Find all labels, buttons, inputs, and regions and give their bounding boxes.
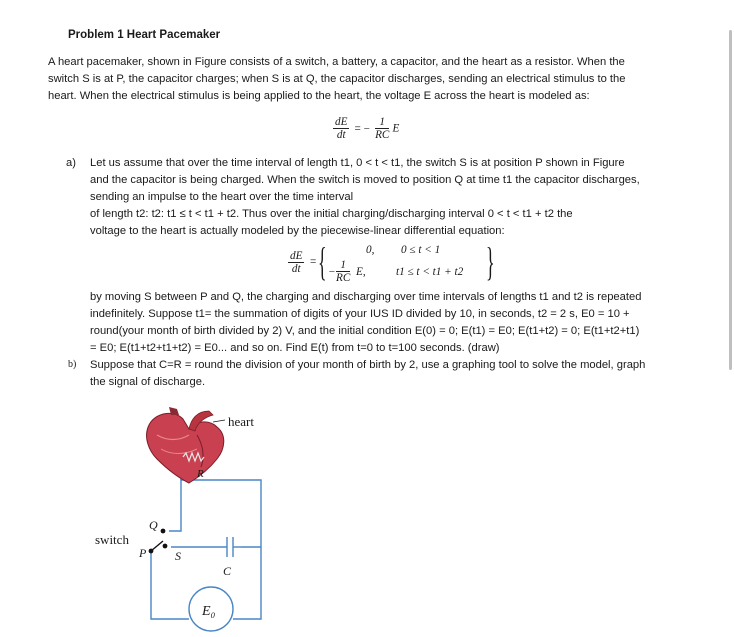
piecewise-lhs-fraction: $\frac{dE}{dt}$ bbox=[290, 250, 303, 275]
part-a-after-2: indefinitely. Suppose t1= the summation of digits of your IUS ID divided by 10, in seconds, t2 = 2 s, E0 = 10 + bbox=[90, 308, 630, 320]
part-b-label: b) bbox=[68, 359, 77, 370]
problem-title: Problem 1 Heart Pacemaker bbox=[68, 29, 221, 41]
p-label: P bbox=[139, 546, 147, 560]
intro-line-2: switch S is at P, the capacitor charges; when S is at Q, the capacitor discharges, sending an electrical stimulus to the bbox=[48, 73, 626, 85]
contact-s bbox=[163, 544, 168, 549]
equation-1: $\frac{dE}{dt}$ = − $\frac{1}{RC}$ E bbox=[335, 116, 400, 141]
right-brace: } bbox=[486, 239, 495, 284]
scrollbar[interactable] bbox=[729, 30, 732, 370]
heart-icon bbox=[147, 407, 224, 483]
piecewise-equation: $\frac{dE}{dt}$ = { 0, 0 ≤ t < 1 − $\frac{1}{RC}$ E, t1 ≤ t < t1 + t2 } bbox=[290, 239, 495, 284]
contact-q bbox=[161, 529, 166, 534]
part-b-line-1: Suppose that C=R = round the division of your month of birth by 2, use a graphing tool to solve the model, graph bbox=[90, 359, 646, 371]
left-brace: { bbox=[318, 239, 327, 284]
eq1-rhs-fraction: $\frac{1}{RC}$ bbox=[375, 116, 390, 141]
part-a-line-2: and the capacitor is being charged. When the switch is moved to position Q at time t1 the capacitor discharges, bbox=[90, 174, 640, 186]
part-a-label: a) bbox=[66, 157, 76, 169]
part-a-line-5: voltage to the heart is actually modeled by the piecewise-linear differential equation: bbox=[90, 225, 505, 237]
part-a-after-4: = E0; E(t1+t2+t1+t2) = E0... and so on. Find E(t) from t=0 to t=100 seconds. (draw) bbox=[90, 342, 500, 354]
heart-label: heart bbox=[228, 414, 254, 429]
battery-label: E₀ bbox=[202, 604, 216, 619]
part-a-after-1: by moving S between P and Q, the charging and discharging over time intervals of lengths t1 and t2 is repeated bbox=[90, 291, 642, 303]
pacemaker-circuit-figure bbox=[85, 405, 285, 637]
q-label: Q bbox=[149, 518, 158, 532]
resistor-label: R bbox=[197, 468, 204, 480]
c-label: C bbox=[223, 564, 232, 578]
intro-line-3: heart. When the electrical stimulus is being applied to the heart, the voltage E across the heart is modeled as: bbox=[48, 90, 590, 102]
eq1-lhs-fraction: $\frac{dE}{dt}$ bbox=[335, 116, 348, 141]
part-a-line-4: of length t2: t2: t1 ≤ t < t1 + t2. Thus over the initial charging/discharging interval 0 < t < t1 + t2 the bbox=[90, 208, 573, 220]
part-a-line-1: Let us assume that over the time interval of length t1, 0 < t < t1, the switch S is at position P shown in Figure bbox=[90, 157, 625, 169]
intro-line-1: A heart pacemaker, shown in Figure consists of a switch, a battery, a capacitor, and the heart as a resistor. When the bbox=[48, 56, 625, 68]
switch-label: switch bbox=[95, 532, 129, 547]
part-b-line-2: the signal of discharge. bbox=[90, 376, 206, 388]
s-label: S bbox=[175, 549, 181, 563]
part-a-after-3: round(your month of birth divided by 2) V, and the initial condition E(0) = 0; E(t1) = E0; E(t1+t2) = 0; E(t1+t2+t1) bbox=[90, 325, 640, 337]
switch-lever bbox=[151, 541, 163, 551]
part-a-line-3: sending an impulse to the heart over the time interval bbox=[90, 191, 354, 203]
piecewise-case2-fraction: $\frac{1}{RC}$ bbox=[336, 259, 351, 284]
wire-left bbox=[151, 553, 189, 619]
wire-q bbox=[169, 503, 181, 531]
